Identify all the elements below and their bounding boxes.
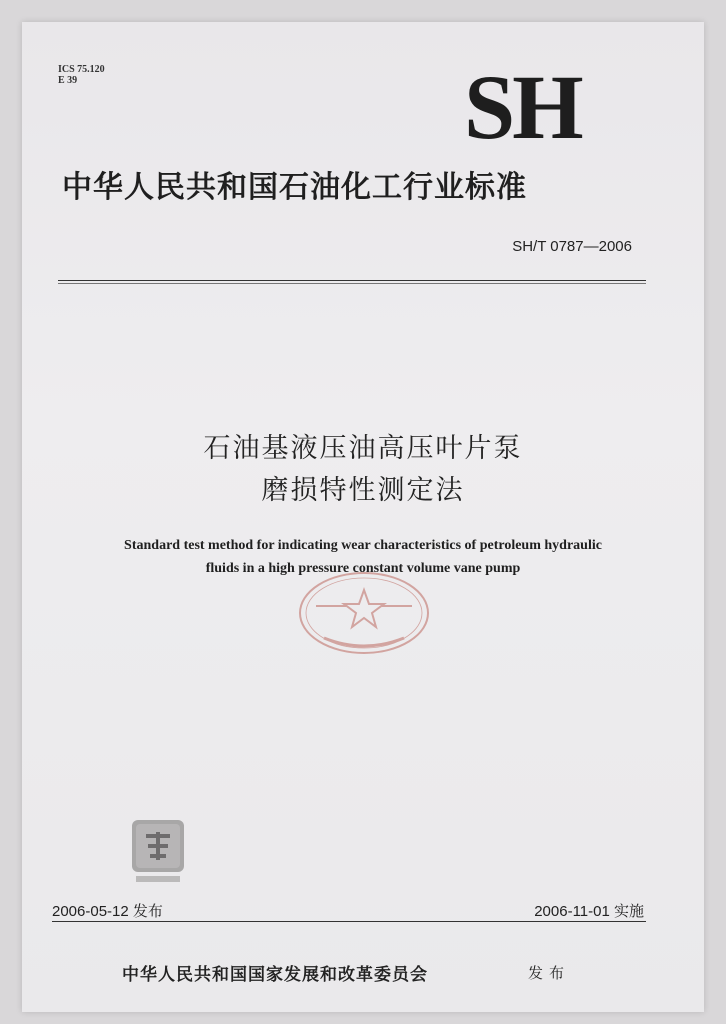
chinese-title-line-1: 石油基液压油高压叶片泵 bbox=[203, 433, 523, 464]
standard-category-title: 中华人民共和国石油化工行业标准 bbox=[62, 170, 527, 205]
english-title-line-1: Standard test method for indicating wear characteristics of petroleum hydraulic bbox=[124, 538, 602, 553]
issuing-label: 发布 bbox=[528, 964, 571, 982]
ics-code: ICS 75.120 bbox=[58, 64, 105, 75]
publisher-emblem-icon bbox=[130, 818, 186, 886]
header-divider bbox=[58, 280, 646, 281]
english-title-line-2: fluids in a high pressure constant volume vane pump bbox=[205, 561, 521, 576]
class-code: E 39 bbox=[58, 75, 78, 86]
sh-logo: SH bbox=[464, 56, 581, 158]
implementation-date: 2006-11-01 实施 bbox=[534, 903, 644, 920]
chinese-title-line-2: 磨损特性测定法 bbox=[261, 475, 465, 506]
issuing-authority: 中华人民共和国国家发展和改革委员会 bbox=[122, 965, 428, 985]
standard-number: SH/T 0787—2006 bbox=[512, 238, 632, 255]
official-seal-stamp bbox=[294, 568, 434, 658]
issue-date: 2006-05-12 发布 bbox=[52, 903, 163, 920]
classification-codes bbox=[58, 64, 105, 86]
footer-divider bbox=[52, 921, 646, 922]
header-divider-secondary bbox=[58, 283, 646, 284]
document-page bbox=[22, 22, 704, 1012]
